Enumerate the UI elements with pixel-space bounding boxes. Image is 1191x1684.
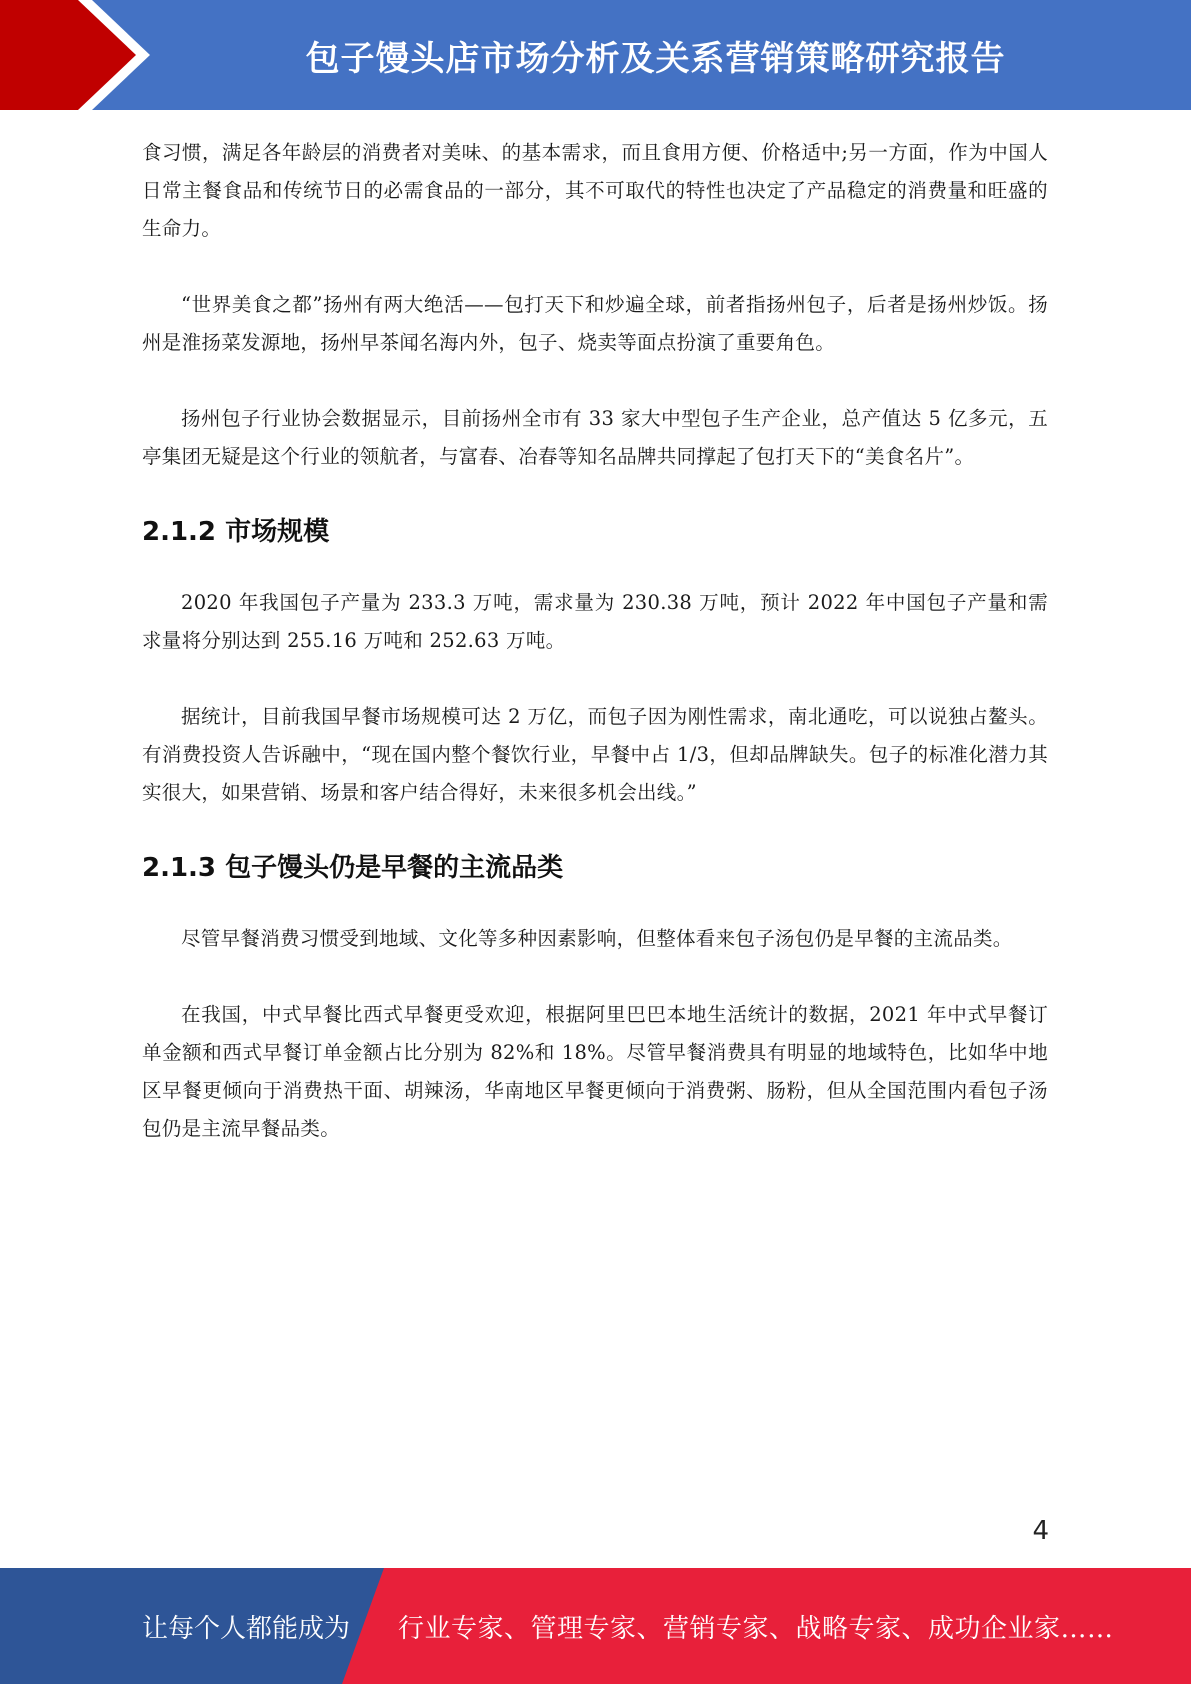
paragraph: 尽管早餐消费习惯受到地域、文化等多种因素影响，但整体看来包子汤包仍是早餐的主流品类。 xyxy=(181,927,1013,950)
footer-slogan-right: 行业专家、管理专家、营销专家、战略专家、成功企业家…… xyxy=(398,1613,1114,1644)
paragraph: 据统计，目前我国早餐市场规模可达 2 万亿，而包子因为刚性需求，南北通吃，可以说独占鳌头。有消费投资人告诉融中，“现在国内整个餐饮行业，早餐中占 1/3，但却品牌缺失。包子的标准化潜力其实很大，如果营销、场景和客户结合得好，未来很多机会出线。” xyxy=(142,705,1048,804)
paragraph: “世界美食之都”扬州有两大绝活——包打天下和炒遍全球，前者指扬州包子，后者是扬州炒饭。扬州是淮扬菜发源地，扬州早茶闻名海内外，包子、烧卖等面点扮演了重要角色。 xyxy=(142,293,1048,354)
page-body xyxy=(142,134,1048,1148)
page-footer xyxy=(0,1568,1191,1684)
section-heading: 2.1.2 市场规模 xyxy=(142,517,330,547)
page-header xyxy=(0,0,1191,110)
paragraph: 食习惯，满足各年龄层的消费者对美味、的基本需求，而且食用方便、价格适中;另一方面，作为中国人日常主餐食品和传统节日的必需食品的一部分，其不可取代的特性也决定了产品稳定的消费量和旺盛的生命力。 xyxy=(142,141,1048,240)
page-number: 4 xyxy=(1032,1516,1049,1546)
paragraph: 扬州包子行业协会数据显示，目前扬州全市有 33 家大中型包子生产企业，总产值达 5 亿多元，五亭集团无疑是这个行业的领航者，与富春、冶春等知名品牌共同撑起了包打天下的“美食名片”。 xyxy=(142,407,1048,468)
footer-slogan-left: 让每个人都能成为 xyxy=(142,1613,351,1644)
document-title: 包子馒头店市场分析及关系营销策略研究报告 xyxy=(305,38,1006,79)
paragraph: 2020 年我国包子产量为 233.3 万吨，需求量为 230.38 万吨，预计 2022 年中国包子产量和需求量将分别达到 255.16 万吨和 252.63 万吨。 xyxy=(142,591,1048,652)
paragraph: 在我国，中式早餐比西式早餐更受欢迎，根据阿里巴巴本地生活统计的数据，2021 年中式早餐订单金额和西式早餐订单金额占比分别为 82%和 18%。尽管早餐消费具有明显的地域特色，比如华中地区早餐更倾向于消费热干面、胡辣汤，华南地区早餐更倾向于消费粥、肠粉，但从全国范围内看包子汤包仍是主流早餐品类。 xyxy=(142,1003,1048,1140)
section-heading: 2.1.3 包子馒头仍是早餐的主流品类 xyxy=(142,853,564,883)
